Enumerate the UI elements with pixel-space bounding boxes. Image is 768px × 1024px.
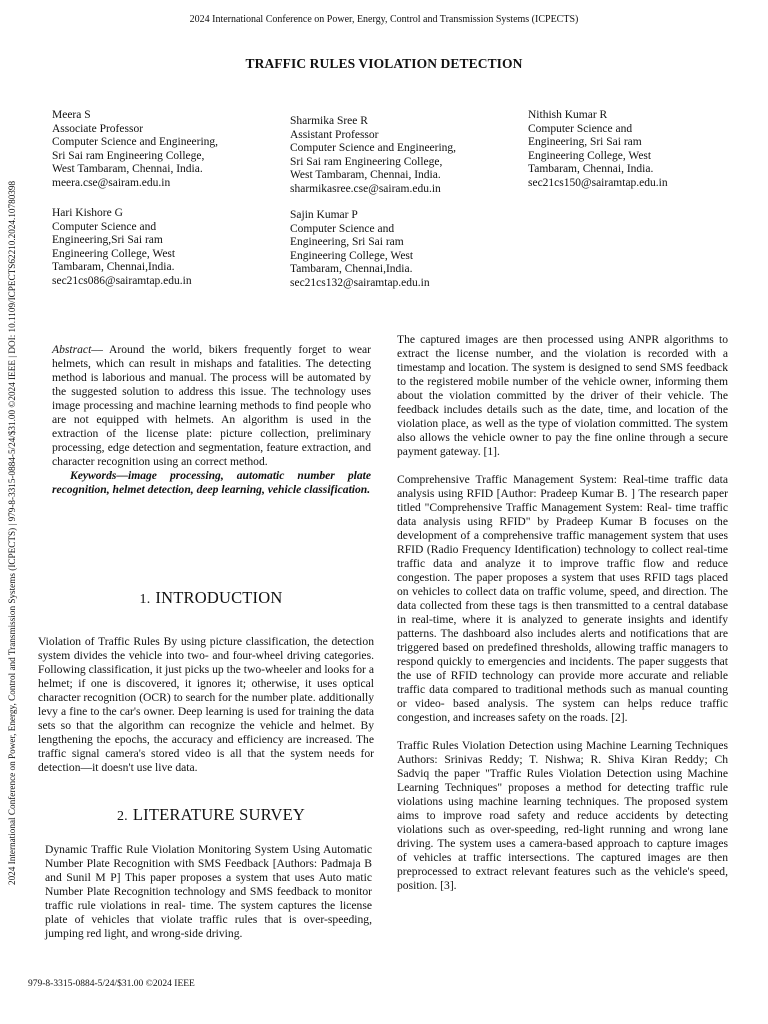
author-line: Engineering College, West [52, 247, 176, 260]
section-title: LITERATURE SURVEY [132, 805, 306, 824]
author-line: West Tambaram, Chennai, India. [52, 163, 203, 176]
author-block-4 [52, 207, 192, 289]
author-email: sharmikasree.cse@sairam.edu.in [290, 182, 441, 195]
author-block-2 [290, 115, 456, 197]
section-title: INTRODUCTION [155, 588, 283, 607]
author-line: West Tambaram, Chennai, India. [290, 169, 441, 182]
abstract [52, 343, 371, 497]
section-number: 2. [116, 809, 128, 824]
author-line: Engineering, Sri Sai ram [290, 236, 404, 249]
author-line: Tambaram, Chennai,India. [52, 261, 175, 274]
author-line: Engineering, Sri Sai ram [528, 136, 642, 149]
paragraph: The captured images are then processed using ANPR algorithms to extract the license number, and the violation is recorded with a timestamp and location. The system is designed to send SMS feedback to the registered mobile number of the vehicle owner, informing them about the violation committed by the driver of their vehicle. The feedback includes details such as the date, time, and location of the violation place, as well as the type of violation committed. The system also allows the vehicle owner to pay the fine online through a secure payment gateway. [1]. [397, 333, 728, 458]
author-line: Engineering College, West [290, 249, 414, 262]
author-email: sec21cs132@sairamtap.edu.in [290, 276, 430, 289]
abstract-text: Around the world, bikers frequently forget to wear helmets, which can result in mishaps and fatalities. The detecting method is laborious and manual. The process will be automated by the suggested solution to address this issue. The technology uses image processing and machine learning methods to find people who are not equipped with helmets. An algorithm is used in the extraction of the license plate: picture collection, preliminary processing, edge detection and segmentation, feature extraction, and character recognition using an correct method. [52, 343, 371, 468]
paragraph: Traffic Rules Violation Detection using Machine Learning Techniques Authors: Srinivas Reddy; T. Nishwa; R. Shiva Kiran Reddy; Ch Sadviq the paper "Traffic Rules Violation Detection using Machine Learning Techniques" proposes a method for detecting traffic rule violations using machine learning techniques. The proposed system aims to improve road safety and reduce accidents by detecting violations such as over-speeding, red-light running and wrong lane driving. The system uses a camera-based approach to capture images of vehicles at traffic intersections. The captured images are then preprocessed to extract relevant features such as the vehicle's speed, position. [3]. [397, 739, 728, 892]
author-line: Associate Professor [52, 122, 144, 135]
author-line: Computer Science and Engineering, [52, 136, 219, 149]
author-block-3 [528, 109, 668, 191]
author-name: Hari Kishore G [52, 207, 123, 219]
introduction-text: Violation of Traffic Rules By using picture classification, the detection system divides the vehicle into two- and four-wheel driving categories. Following classification, it just picks up the two-wheeler and looks for a helmet; if one is discovered, it ignores it; otherwise, it uses optical character recognition (OCR) to search for the number plate. additionally levy a fine to the car's owner. Deep learning is used for training the data sets so that the algorithm can recognize the vehicle and helmet. By lengthening the epochs, the accuracy and efficiency are increased. The traffic signal camera's stored video is all that the system needs for detection—it doesn't use live data. [38, 635, 374, 774]
author-line: Engineering,Sri Sai ram [52, 234, 163, 247]
keywords: Keywords—image processing, automatic number plate recognition, helmet detection, deep learning, vehicle classification. [52, 469, 371, 496]
conference-header: 2024 International Conference on Power, Energy, Control and Transmission Systems (ICPECTS) [189, 14, 579, 25]
author-email: meera.cse@sairam.edu.in [52, 176, 171, 189]
abstract-label: Abstract–– [52, 343, 103, 356]
author-line: Computer Science and [52, 220, 157, 233]
section-number: 1. [139, 592, 151, 607]
author-line: Engineering College, West [528, 149, 652, 162]
section-heading-introduction [40, 588, 382, 608]
author-line: Tambaram, Chennai,India. [290, 263, 413, 276]
author-block-5 [290, 209, 430, 291]
author-name: Sharmika Sree R [290, 115, 368, 127]
author-email: sec21cs086@sairamtap.edu.in [52, 274, 192, 287]
section-heading-literature-survey [40, 805, 382, 825]
author-block-1 [52, 109, 218, 191]
author-line: Tambaram, Chennai, India. [528, 163, 654, 176]
author-line: Computer Science and [528, 122, 633, 135]
author-line: Sri Sai ram Engineering College, [290, 155, 443, 168]
footer-copyright: 979-8-3315-0884-5/24/$31.00 ©2024 IEEE [28, 979, 195, 989]
author-name: Nithish Kumar R [528, 109, 608, 121]
author-line: Sri Sai ram Engineering College, [52, 149, 205, 162]
right-column [397, 333, 728, 893]
author-line: Assistant Professor [290, 128, 379, 141]
author-email: sec21cs150@sairamtap.edu.in [528, 176, 668, 189]
doi-sidebar: 2024 International Conference on Power, Energy, Control and Transmission Systems (ICPECTS) | 979-8-3315-0884-5/24/$31.00 ©2024 IEEE | DOI: 10.1109/ICPECTS62210.2024.10780398 [7, 180, 17, 885]
paper-title: TRAFFIC RULES VIOLATION DETECTION [245, 56, 523, 71]
author-name: Meera S [52, 109, 91, 121]
author-line: Computer Science and Engineering, [290, 142, 457, 155]
author-name: Sajin Kumar P [290, 209, 358, 221]
literature-survey-text: Dynamic Traffic Rule Violation Monitoring System Using Automatic Number Plate Recognition with SMS Feedback [Authors: Padmaja B and Sunil M P] This paper proposes a system that uses Auto matic Number Plate Recognition technology and SMS feedback to monitor traffic rule violations in real- time. The system captures the license plate of vehicles that violate traffic rules that is over-speeding, jumping red light, and wrong-side driving. [45, 843, 372, 940]
author-line: Computer Science and [290, 222, 395, 235]
paragraph: Comprehensive Traffic Management System: Real-time traffic data analysis using RFID [Author: Pradeep Kumar B. ] The research paper titled "Comprehensive Traffic Management System: Real- time traffic data analysis using RFID" by Pradeep Kumar B focuses on the development of a comprehensive traffic management system that uses RFID (Radio Frequency Identification) technology to collect real-time traffic data and analyze it to improve traffic flow and reduce congestion. The paper proposes a system that uses RFID tags placed on vehicles to collect data on traffic volume, speed, and direction. The data collected from these tags is then transmitted to a central database in real-time, where it is analyzed to generate insights and identify patterns. The dashboard also includes alerts and notifications that are triggered based on predefined thresholds, allowing traffic managers to respond quickly to emergencies and incidents. The paper suggests that the use of RFID technology can provide more accurate and reliable traffic data compared to traditional methods such as manual counting or video- based analysis. The system can helps reduce traffic congestion, and increases safety on the roads. [2]. [397, 473, 728, 724]
